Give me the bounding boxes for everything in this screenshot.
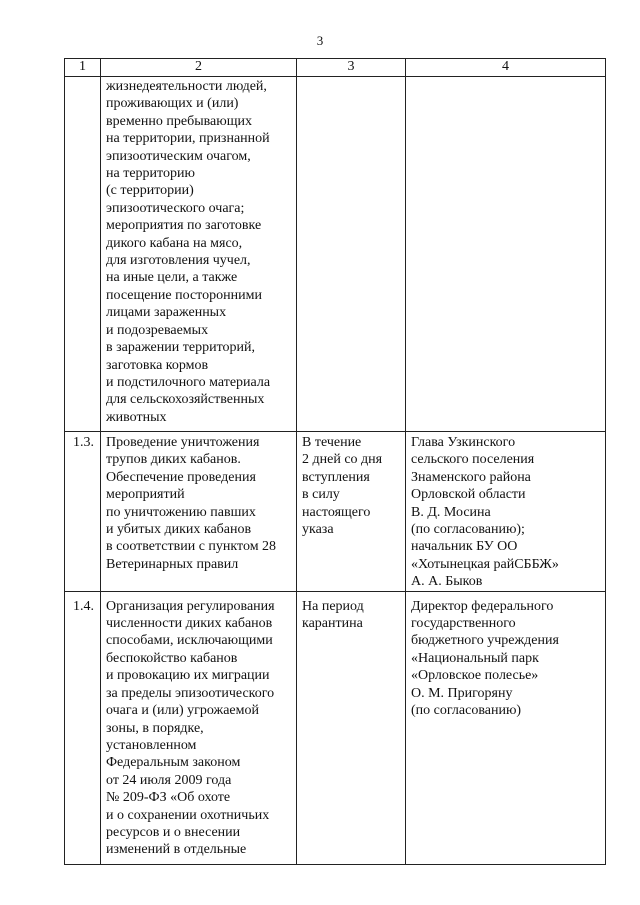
text-line: Организация регулирования — [106, 598, 275, 614]
text-line: от 24 июля 2009 года — [106, 772, 232, 788]
text-line: и убитых диких кабанов — [106, 522, 252, 538]
text-line: мероприятий — [106, 487, 185, 503]
text-line: способами, исключающими — [106, 633, 273, 649]
deadline-cell — [297, 77, 406, 432]
text-line: в соответствии с пунктом 28 — [106, 539, 277, 555]
measure-cell — [101, 591, 297, 864]
text-line: вступления — [302, 469, 370, 485]
row-number-cell — [65, 77, 101, 432]
text-line: жизнедеятельности людей, — [106, 79, 267, 94]
text-line: бюджетного учреждения — [411, 633, 559, 649]
text-line: начальник БУ ОО — [411, 539, 518, 555]
header-col-4: 4 — [406, 59, 606, 77]
measures-table — [64, 58, 606, 865]
deadline-cell — [297, 591, 406, 864]
text-line: численности диких кабанов — [106, 616, 273, 632]
text-line: А. А. Быков — [411, 574, 483, 590]
text-line: Обеспечение проведения — [106, 469, 256, 485]
text-line: очага и (или) угрожаемой — [106, 703, 259, 719]
text-line: заготовка кормов — [106, 357, 209, 373]
header-col-3: 3 — [297, 59, 406, 77]
text-line: на территорию — [106, 166, 195, 182]
text-line: Ветеринарных правил — [106, 556, 239, 572]
text-line: Знаменского района — [411, 469, 531, 485]
text-line: лицами зараженных — [106, 305, 227, 321]
text-line: посещение посторонними — [106, 287, 262, 303]
text-line: В течение — [302, 435, 362, 450]
text-line: В. Д. Мосина — [411, 504, 491, 520]
table-row — [65, 77, 606, 432]
text-line: мероприятия по заготовке — [106, 218, 262, 234]
row-number-cell: 1.3. — [65, 432, 101, 592]
text-line: изменений в отдельные — [106, 842, 247, 858]
text-line: зоны, в порядке, — [106, 720, 204, 736]
text-line: и провокацию их миграции — [106, 668, 270, 684]
text-line: Федеральным законом — [106, 755, 241, 771]
table-row — [65, 591, 606, 864]
text-line: (по согласованию) — [411, 703, 522, 719]
text-line: по уничтожению павших — [106, 504, 256, 520]
responsible-cell — [406, 432, 606, 592]
table-row — [65, 432, 606, 592]
text-line: настоящего — [302, 504, 371, 520]
text-line: На период — [302, 598, 364, 614]
table-header-row — [65, 59, 606, 77]
text-line: для изготовления чучел, — [106, 253, 251, 269]
text-line: указа — [302, 522, 334, 538]
deadline-cell — [297, 432, 406, 592]
text-line: эпизоотического очага; — [106, 200, 245, 216]
measure-cell — [101, 77, 297, 432]
text-line: «Орловское полесье» — [411, 668, 539, 684]
text-line: № 209-ФЗ «Об охоте — [106, 790, 231, 806]
text-line: в силу — [302, 487, 340, 503]
page-number: 3 — [316, 33, 324, 48]
text-line: сельского поселения — [411, 452, 535, 468]
text-line: Проведение уничтожения — [106, 435, 260, 450]
responsible-cell — [406, 77, 606, 432]
text-line: на территории, признанной — [106, 131, 270, 147]
text-line: за пределы эпизоотического — [106, 685, 275, 701]
text-line: «Хотынецкая райСББЖ» — [411, 556, 559, 572]
text-line: Орловской области — [411, 487, 526, 503]
header-col-1: 1 — [65, 59, 101, 77]
text-line: и подстилочного материала — [106, 374, 271, 390]
measure-cell — [101, 432, 297, 592]
text-line: О. М. Пригоряну — [411, 685, 513, 701]
text-line: в заражении территорий, — [106, 340, 255, 356]
text-line: 2 дней со дня — [302, 452, 383, 468]
text-line: эпизоотическим очагом, — [106, 148, 251, 164]
text-line: Директор федерального — [411, 598, 554, 614]
text-line: ресурсов и о внесении — [106, 824, 241, 840]
text-line: (с территории) — [106, 183, 194, 199]
text-line: животных — [106, 409, 167, 425]
text-line: и подозреваемых — [106, 322, 209, 338]
text-line: на иные цели, а также — [106, 270, 238, 286]
header-col-2: 2 — [101, 59, 297, 77]
text-line: карантина — [302, 616, 363, 632]
text-line: трупов диких кабанов. — [106, 452, 241, 468]
text-line: государственного — [411, 616, 516, 632]
text-line: временно пребывающих — [106, 113, 252, 129]
text-line: проживающих и (или) — [106, 96, 239, 112]
text-line: беспокойство кабанов — [106, 650, 238, 666]
text-line: установленном — [106, 737, 197, 753]
text-line: для сельскохозяйственных — [106, 392, 265, 408]
responsible-cell — [406, 591, 606, 864]
row-number-cell: 1.4. — [65, 591, 101, 864]
text-line: и о сохранении охотничьих — [106, 807, 270, 823]
text-line: дикого кабана на мясо, — [106, 235, 243, 251]
text-line: «Национальный парк — [411, 650, 539, 666]
text-line: Глава Узкинского — [411, 435, 516, 450]
text-line: (по согласованию); — [411, 522, 525, 538]
